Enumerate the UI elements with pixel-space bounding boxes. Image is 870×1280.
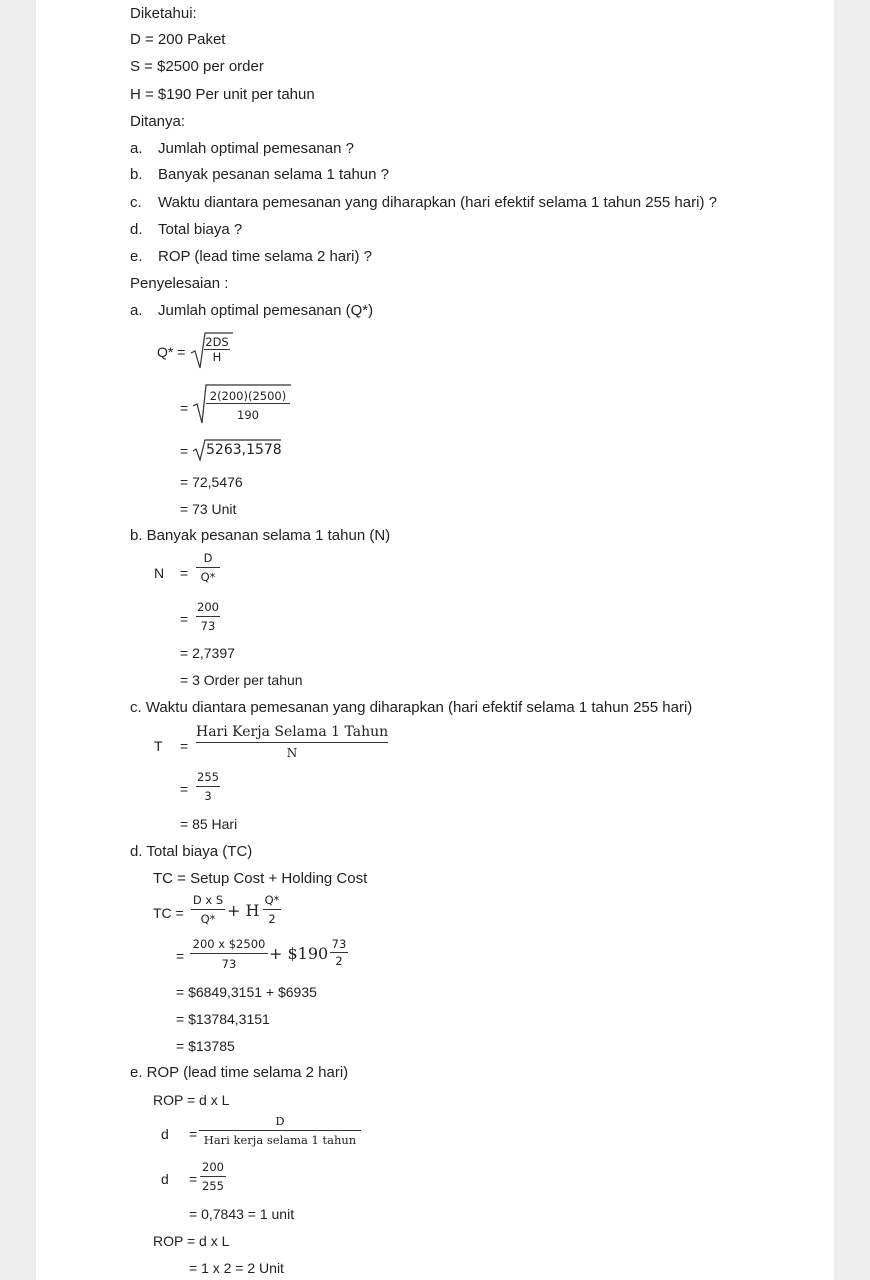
sol-d-frac-4 xyxy=(330,937,348,968)
sol-d-eq-2: = xyxy=(176,948,185,964)
frac-num: 73 xyxy=(331,937,347,951)
sol-c-line-3: = 85 Hari xyxy=(180,816,238,832)
frac-num: D x S xyxy=(192,893,224,907)
sol-e-eq-2: = xyxy=(189,1171,198,1187)
sol-c-frac-1 xyxy=(196,724,388,760)
frac-num: 200 x $2500 xyxy=(192,937,266,951)
given-d: D = 200 Paket xyxy=(130,31,226,48)
given-title: Diketahui: xyxy=(130,5,197,22)
frac-num: 200 xyxy=(197,600,219,614)
sol-c-heading: c. Waktu diantara pemesanan yang diharapkan (hari efektif selama 1 tahun 255 hari) xyxy=(130,699,693,716)
frac-den: 3 xyxy=(204,789,212,803)
frac-num: 2DS xyxy=(205,335,229,349)
sol-e-line-5: = 1 x 2 = 2 Unit xyxy=(189,1260,284,1276)
solution-title: Penyelesaian : xyxy=(130,275,229,292)
sol-e-heading: e. ROP (lead time selama 2 hari) xyxy=(130,1064,349,1081)
frac-den: 255 xyxy=(202,1179,224,1193)
sol-d-frac-1 xyxy=(191,893,225,926)
asked-mark-c: c. xyxy=(130,194,142,211)
sol-b-line-3: = 2,7397 xyxy=(180,645,235,661)
frac-num: 255 xyxy=(197,770,219,784)
sol-a-eq-3: = xyxy=(180,443,189,459)
sol-e-frac-1 xyxy=(199,1114,361,1147)
given-s: S = $2500 per order xyxy=(130,58,264,75)
frac-den: N xyxy=(286,746,298,760)
sol-d-line-4: = $13784,3151 xyxy=(176,1011,270,1027)
sol-d-plus-190: + $190 xyxy=(269,944,329,963)
sol-a-mark: a. xyxy=(130,302,143,319)
asked-title: Ditanya: xyxy=(130,113,186,130)
asked-mark-b: b. xyxy=(130,166,143,183)
sol-d-line-1: TC = Setup Cost + Holding Cost xyxy=(153,870,368,887)
sol-a-frac-2 xyxy=(206,389,290,422)
sol-a-heading: Jumlah optimal pemesanan (Q*) xyxy=(158,302,374,319)
frac-num: 200 xyxy=(202,1160,224,1174)
sol-d-frac-2 xyxy=(263,893,281,926)
sol-b-eq: = xyxy=(180,565,189,581)
sol-d-lhs: TC = xyxy=(153,905,184,921)
frac-num: Q* xyxy=(264,893,280,907)
sol-e-frac-2 xyxy=(200,1160,226,1193)
asked-item-b: Banyak pesanan selama 1 tahun ? xyxy=(158,166,389,183)
sol-b-eq-2: = xyxy=(180,611,189,627)
sol-e-rop-1: ROP = d x L xyxy=(153,1092,230,1108)
frac-den: Q* xyxy=(200,912,216,926)
frac-num: D xyxy=(203,551,213,565)
frac-num: Hari Kerja Selama 1 Tahun xyxy=(196,724,389,740)
asked-mark-a: a. xyxy=(130,140,143,157)
sol-d-heading: d. Total biaya (TC) xyxy=(130,843,253,860)
given-h: H = $190 Per unit per tahun xyxy=(130,86,315,103)
sol-a-eq-2: = xyxy=(180,400,189,416)
asked-item-d: Total biaya ? xyxy=(158,221,243,238)
asked-item-c: Waktu diantara pemesanan yang diharapkan (hari efektif selama 1 tahun 255 hari) ? xyxy=(158,194,717,211)
frac-den: H xyxy=(212,350,222,364)
frac-den: 73 xyxy=(200,619,216,633)
asked-mark-e: e. xyxy=(130,248,143,265)
sol-b-frac-1 xyxy=(196,551,220,584)
frac-den: Q* xyxy=(200,570,216,584)
frac-num: 2(200)(2500) xyxy=(209,389,287,403)
document-page xyxy=(36,0,834,1280)
sol-b-frac-2 xyxy=(196,600,220,633)
asked-item-a: Jumlah optimal pemesanan ? xyxy=(158,140,354,157)
sol-c-eq-2: = xyxy=(180,781,189,797)
sol-d-plus-h: + H xyxy=(227,901,260,920)
sol-a-line-5: = 73 Unit xyxy=(180,501,237,517)
sol-b-lhs: N xyxy=(154,565,165,581)
frac-den: 2 xyxy=(335,954,343,968)
frac-den: 190 xyxy=(237,408,259,422)
frac-num: D xyxy=(275,1114,285,1128)
asked-mark-d: d. xyxy=(130,221,143,238)
sol-b-line-4: = 3 Order per tahun xyxy=(180,672,303,688)
sol-e-eq: = xyxy=(189,1126,198,1142)
sol-d-line-5: = $13785 xyxy=(176,1038,235,1054)
sol-d-line-3: = $6849,3151 + $6935 xyxy=(176,984,317,1000)
sol-e-line-3: = 0,7843 = 1 unit xyxy=(189,1206,295,1222)
sol-e-d-lhs-2: d xyxy=(161,1171,169,1187)
sol-b-heading: b. Banyak pesanan selama 1 tahun (N) xyxy=(130,527,391,544)
frac-den: 73 xyxy=(221,957,237,971)
sol-c-lhs: T xyxy=(154,738,163,754)
sol-e-rop-2: ROP = d x L xyxy=(153,1233,230,1249)
sol-a-line-4: = 72,5476 xyxy=(180,474,243,490)
sol-a-lhs: Q* = xyxy=(157,344,186,360)
sol-d-frac-3 xyxy=(190,937,268,971)
frac-den: Hari kerja selama 1 tahun xyxy=(203,1133,357,1147)
sol-c-frac-2 xyxy=(196,770,220,803)
sol-c-eq: = xyxy=(180,738,189,754)
asked-item-e: ROP (lead time selama 2 hari) ? xyxy=(158,248,372,265)
sol-e-d-lhs: d xyxy=(161,1126,169,1142)
sol-a-frac-1 xyxy=(204,335,230,364)
frac-den: 2 xyxy=(268,912,276,926)
sol-a-sqrt-value: 5263,1578 xyxy=(206,442,282,458)
